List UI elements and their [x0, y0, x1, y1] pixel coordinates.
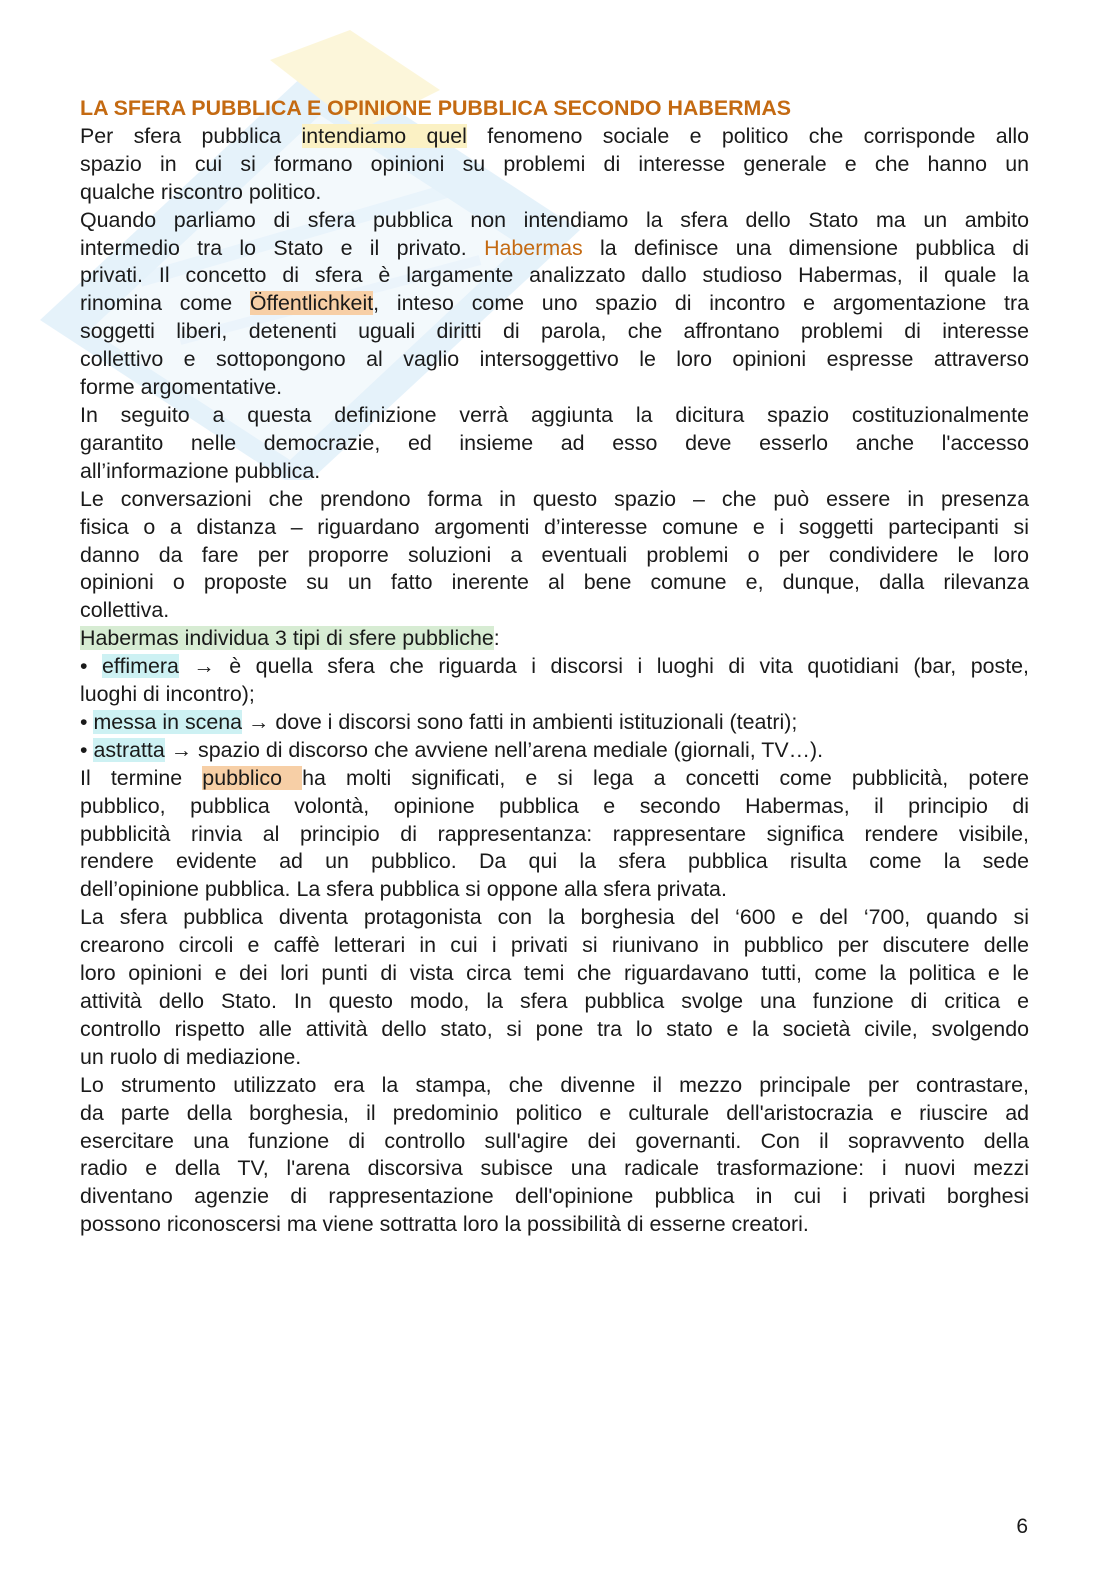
- document-page: [80, 95, 1029, 1239]
- text-line: rendere evidente ad un pubblico. Da qui la sfera pubblica risulta come la sede: [80, 849, 1029, 874]
- text-line: loro opinioni e dei lori punti di vista circa temi che riguardavano tutti, come la politica e le: [80, 961, 1029, 986]
- text-line: opinioni o proposte su un fatto inerente al bene comune e, dunque, dalla rilevanza: [80, 570, 1029, 595]
- text-line: qualche riscontro politico.: [80, 179, 322, 204]
- text-line: pubblico, pubblica volontà, opinione pubblica e secondo Habermas, il principio di: [80, 793, 1029, 818]
- list-item-effimera: • effimera → è quella sfera che riguarda i discorsi i luoghi di vita quotidiani (bar, poste,: [80, 654, 1029, 679]
- text-line: danno da fare per proporre soluzioni a eventuali problemi o per condividere le loro: [80, 542, 1029, 567]
- document-title: LA SFERA PUBBLICA E OPINIONE PUBBLICA SECONDO HABERMAS: [80, 96, 792, 120]
- highlight-astratta: astratta: [93, 737, 165, 762]
- text-line: collettiva.: [80, 598, 170, 623]
- highlight-offentlichkeit: Öffentlichkeit: [249, 291, 374, 316]
- types-list: [80, 653, 1029, 765]
- highlight-messa-in-scena: messa in scena: [93, 709, 243, 734]
- text-line: radio e della TV, l'arena discorsiva subisce una radicale trasformazione: i nuovi mezzi: [80, 1156, 1029, 1181]
- text-line: dell’opinione pubblica. La sfera pubblica si oppone alla sfera privata.: [80, 877, 727, 902]
- text-line: In seguito a questa definizione verrà aggiunta la dicitura spazio costituzionalmente: [80, 402, 1029, 427]
- text-line: forme argomentative.: [80, 375, 283, 400]
- highlight-effimera: effimera: [102, 654, 179, 679]
- text-line: intermedio tra lo Stato e il privato. Habermas la definisce una dimensione pubblica di: [80, 235, 1030, 260]
- paragraph-definition: [80, 123, 1029, 207]
- paragraph-ambito: [80, 207, 1029, 402]
- page-number: 6: [1016, 1515, 1028, 1538]
- list-item-effimera-continued: luoghi di incontro);: [80, 682, 255, 707]
- text-line: Per sfera pubblica intendiamo quel fenomeno sociale e politico che corrisponde allo: [80, 123, 1029, 148]
- text-line: La sfera pubblica diventa protagonista con la borghesia del ‘600 e del ‘700, quando si: [80, 905, 1029, 930]
- text-line: Le conversazioni che prendono forma in questo spazio – che può essere in presenza: [80, 486, 1029, 511]
- text-line: crearono circoli e caffè letterari in cui i privati si riunivano in pubblico per discutere delle: [80, 933, 1029, 958]
- habermas-link-text: Habermas: [484, 235, 583, 260]
- text-line: all’informazione pubblica.: [80, 458, 321, 483]
- text-line: pubblicità rinvia al principio di rappresentanza: rappresentare significa rendere visibile,: [80, 821, 1029, 846]
- paragraph-types-intro: [80, 625, 1029, 653]
- paragraph-stampa: [80, 1072, 1029, 1239]
- text-line: Quando parliamo di sfera pubblica non intendiamo la sfera dello Stato ma un ambito: [80, 207, 1029, 232]
- highlight-intendiamo: intendiamo quel: [301, 123, 467, 148]
- text-line: fisica o a distanza – riguardano argomenti d’interesse comune e i soggetti partecipanti si: [80, 514, 1029, 539]
- text-line: attività dello Stato. In questo modo, la sfera pubblica svolge una funzione di critica e: [80, 989, 1029, 1013]
- paragraph-borghesia: [80, 904, 1029, 1071]
- highlight-types-intro: Habermas individua 3 tipi di sfere pubbliche: [80, 626, 494, 651]
- paragraph-conversazioni: [80, 486, 1029, 626]
- text-line: esercitare una funzione di controllo sull'agire dei governanti. Con il sopravvento della: [80, 1128, 1029, 1153]
- text-line: Habermas individua 3 tipi di sfere pubbliche:: [80, 626, 500, 651]
- text-line: garantito nelle democrazie, ed insieme ad esso deve esserlo anche l'accesso: [80, 430, 1029, 455]
- text-line: Il termine pubblico ha molti significati, e si lega a concetti come pubblicità, potere: [80, 765, 1029, 790]
- list-item-astratta: • astratta → spazio di discorso che avviene nell’arena mediale (giornali, TV…).: [80, 737, 824, 762]
- list-item-messa-in-scena: • messa in scena → dove i discorsi sono fatti in ambienti istituzionali (teatri);: [80, 709, 798, 734]
- text-line: soggetti liberi, detenenti uguali diritti di parola, che affrontano problemi di interesse: [80, 319, 1029, 344]
- text-line: spazio in cui si formano opinioni su problemi di interesse generale e che hanno un: [80, 151, 1029, 176]
- text-line: un ruolo di mediazione.: [80, 1044, 302, 1069]
- paragraph-costituzionale: [80, 402, 1029, 486]
- text-line: Lo strumento utilizzato era la stampa, che divenne il mezzo principale per contrastare,: [80, 1072, 1029, 1097]
- text-line: da parte della borghesia, il predominio politico e culturale dell'aristocrazia e riuscire ad: [80, 1100, 1029, 1125]
- text-line: collettivo e sottopongono al vaglio intersoggettivo le loro opinioni espresse attraverso: [80, 347, 1029, 372]
- paragraph-pubblico: [80, 765, 1029, 905]
- text-line: privati. Il concetto di sfera è largamente analizzato dallo studioso Habermas, il quale la: [80, 263, 1029, 288]
- highlight-pubblico: pubblico: [202, 765, 303, 790]
- text-line: diventano agenzie di rappresentazione dell'opinione pubblica in cui i privati borghesi: [80, 1184, 1029, 1209]
- text-line: rinomina come Öffentlichkeit, inteso come uno spazio di incontro e argomentazione tra: [80, 291, 1029, 316]
- text-line: controllo rispetto alle attività dello stato, si pone tra lo stato e la società civile, svolgendo: [80, 1016, 1029, 1041]
- text-line: possono riconoscersi ma viene sottratta loro la possibilità di esserne creatori.: [80, 1212, 809, 1237]
